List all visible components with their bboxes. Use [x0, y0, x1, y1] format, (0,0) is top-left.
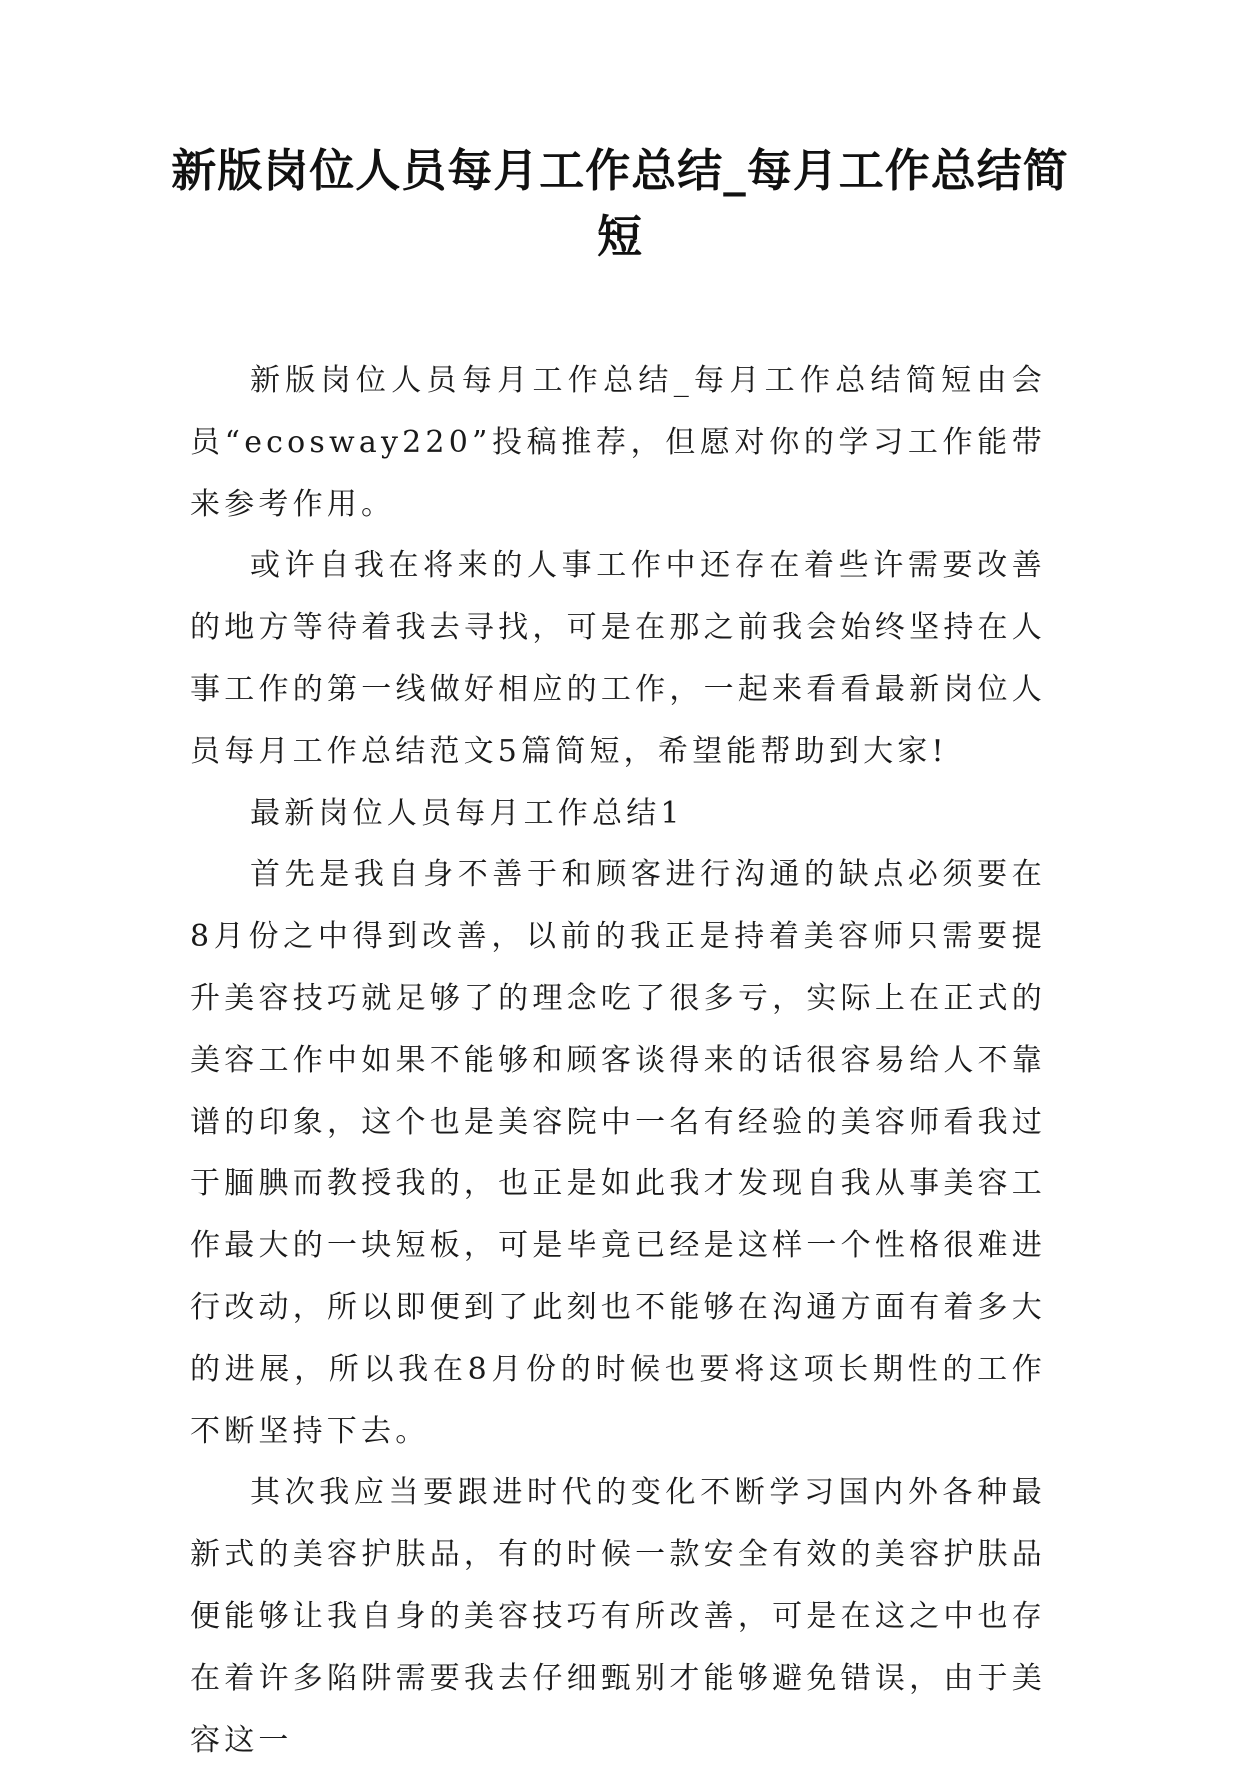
body-paragraph: 其次我应当要跟进时代的变化不断学习国内外各种最新式的美容护肤品，有的时候一款安全有效的美容护肤品便能够让我自身的美容技巧有所改善，可是在这之中也存在着许多陷阱需要我去仔细甄别才能够避免错误，由于美容这一 — [190, 1475, 1046, 1758]
document-title: 新版岗位人员每月工作总结_每月工作总结简短 — [171, 144, 1069, 263]
intro-paragraph: 新版岗位人员每月工作总结_每月工作总结简短由会员“ecosway220”投稿推荐，但愿对你的学习工作能带来参考作用。 — [190, 363, 1046, 522]
document-body — [190, 350, 1046, 1771]
summary-paragraph: 或许自我在将来的人事工作中还存在着些许需要改善的地方等待着我去寻找，可是在那之前我会始终坚持在人事工作的第一线做好相应的工作，一起来看看最新岗位人员每月工作总结范文5篇简短，希望能帮助到大家! — [190, 548, 1046, 769]
body-paragraph: 首先是我自身不善于和顾客进行沟通的缺点必须要在8月份之中得到改善，以前的我正是持着美容师只需要提升美容技巧就足够了的理念吃了很多亏，实际上在正式的美容工作中如果不能够和顾客谈得来的话很容易给人不靠谱的印象，这个也是美容院中一名有经验的美容师看我过于腼腆而教授我的，也正是如此我才发现自我从事美容工作最大的一块短板，可是毕竟已经是这样一个性格很难进行改动，所以即便到了此刻也不能够在沟通方面有着多大的进展，所以我在8月份的时候也要将这项长期性的工作不断坚持下去。 — [190, 857, 1046, 1449]
section-heading: 最新岗位人员每月工作总结1 — [250, 795, 684, 831]
